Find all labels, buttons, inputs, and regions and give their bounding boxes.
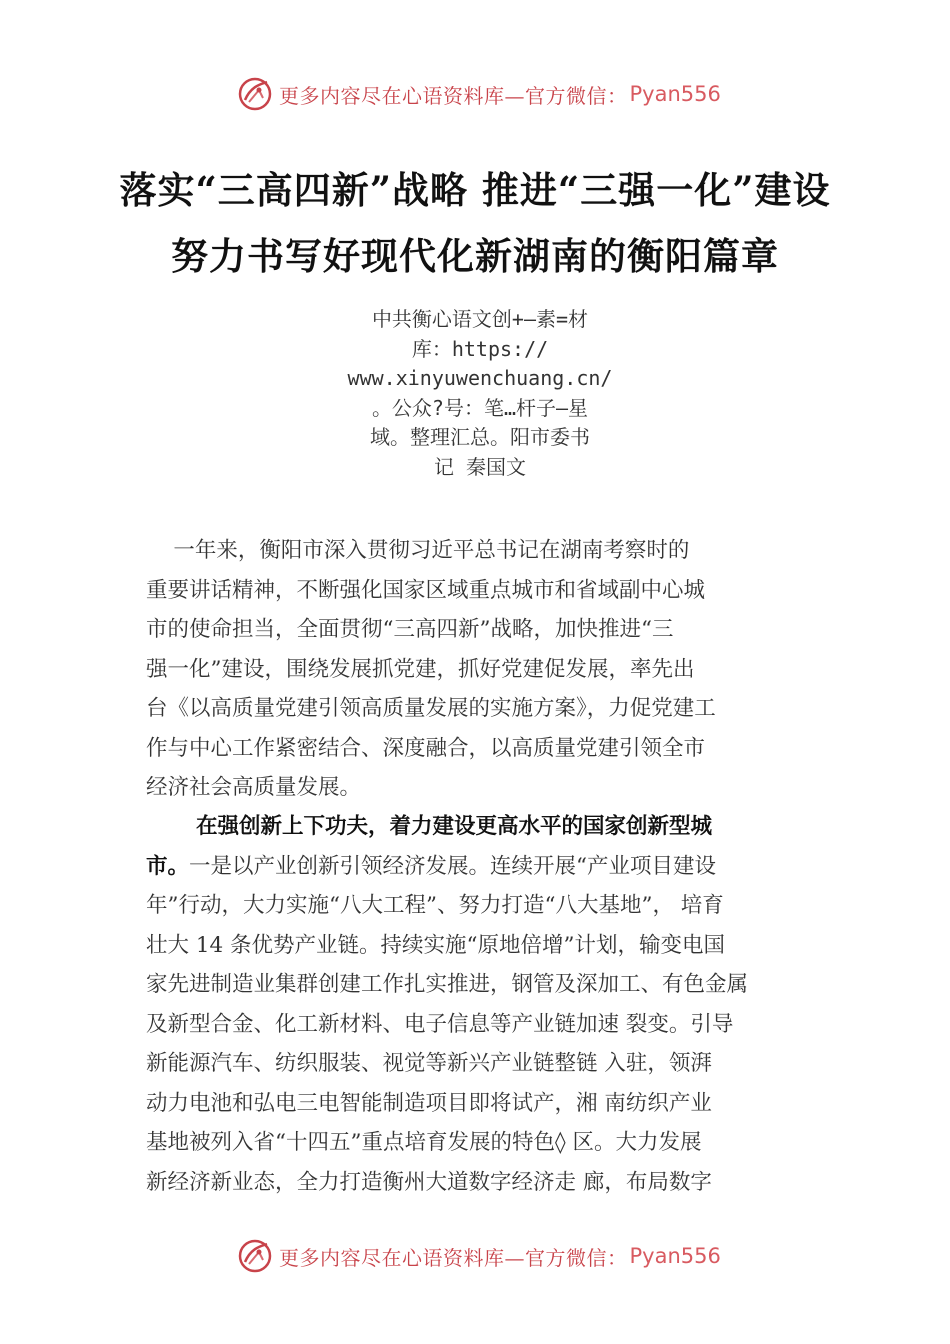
banner-text: 更多内容尽在心语资料库—官方微信： [279,83,628,108]
byline-line: 。公众?号：笔…杆子—星 [371,395,589,420]
section-heading: 在强创新上下功夫，着力建设更高水平的国家创新型城 [196,814,713,839]
byline [330,305,630,482]
paragraph-line: 及新型合金、化工新材料、电子信息等产业链加速 裂变。引导 [146,1011,734,1037]
byline-line: 域。整理汇总。阳市委书 [370,425,590,449]
paragraph-line: 市的使命担当，全面贯彻“三高四新”战略，加快推进“三 [146,617,674,642]
header-banner [0,74,950,114]
paragraph-line: 动力电池和弘电三电智能制造项目即将试产，湘 南纺织产业 [146,1090,712,1116]
paragraph-line: 家先进制造业集群创建工作扎实推进，钢管及深加工、有色金属 [146,972,749,997]
paragraph-line: 新经济新业态，全力打造衡州大道数字经济走 廊，布局数字 [146,1169,712,1195]
title-line-1: 落实“三高四新”战略 推进“三强一化”建设 [119,168,831,212]
wechat-id: Pyan556 [629,1244,721,1268]
byline-line: 库：https:// [411,336,549,361]
byline-line: 中共衡心语文创+—素=材 [371,307,589,331]
paragraph-line: 基地被列入省“十四五”重点培育发展的特色◊ 区。大力发展 [146,1130,702,1155]
paragraph-line: 年”行动，大力实施“八大工程”、努力打造“八大基地”， 培育 [146,893,724,918]
paragraph-innovation [146,807,836,1202]
paragraph-line: 一年来，衡阳市深入贯彻习近平总书记在湖南考察时的 [146,538,690,563]
title-line-2: 努力书写好现代化新湖南的衡阳篇章 [171,234,779,278]
paragraph-line: 台《以高质量党建引领高质量发展的实施方案》，力促党建工 [146,696,716,721]
footer-banner [0,1236,950,1276]
wechat-id: Pyan556 [629,82,721,106]
library-logo-icon [237,1238,273,1274]
paragraph-line: 新能源汽车、纺织服装、视觉等新兴产业链整链 入驻，领湃 [146,1051,712,1076]
paragraph-line: 一是以产业创新引领经济发展。连续开展“产业项目建设 [189,853,717,879]
byline-line: www.xinyuwenchuang.cn/ [347,366,613,390]
library-logo-icon [237,76,273,112]
byline-line: 记 秦国文 [433,454,527,479]
paragraph-line: 壮大 14 条优势产业链。持续实施“原地倍增”计划，输变电国 [146,932,726,958]
paragraph-line: 重要讲话精神，不断强化国家区域重点城市和省域副中心城 [146,577,706,603]
paragraph-line: 作与中心工作紧密结合、深度融合，以高质量党建引领全市 [146,735,706,761]
paragraph-line: 强一化”建设，围绕发展抓党建，抓好党建促发展，率先出 [146,656,695,682]
paragraph-line: 经济社会高质量发展。 [146,775,362,800]
banner-text: 更多内容尽在心语资料库—官方微信： [279,1245,628,1270]
paragraph-intro [146,531,836,808]
section-heading-tail: 市。 [146,853,190,879]
